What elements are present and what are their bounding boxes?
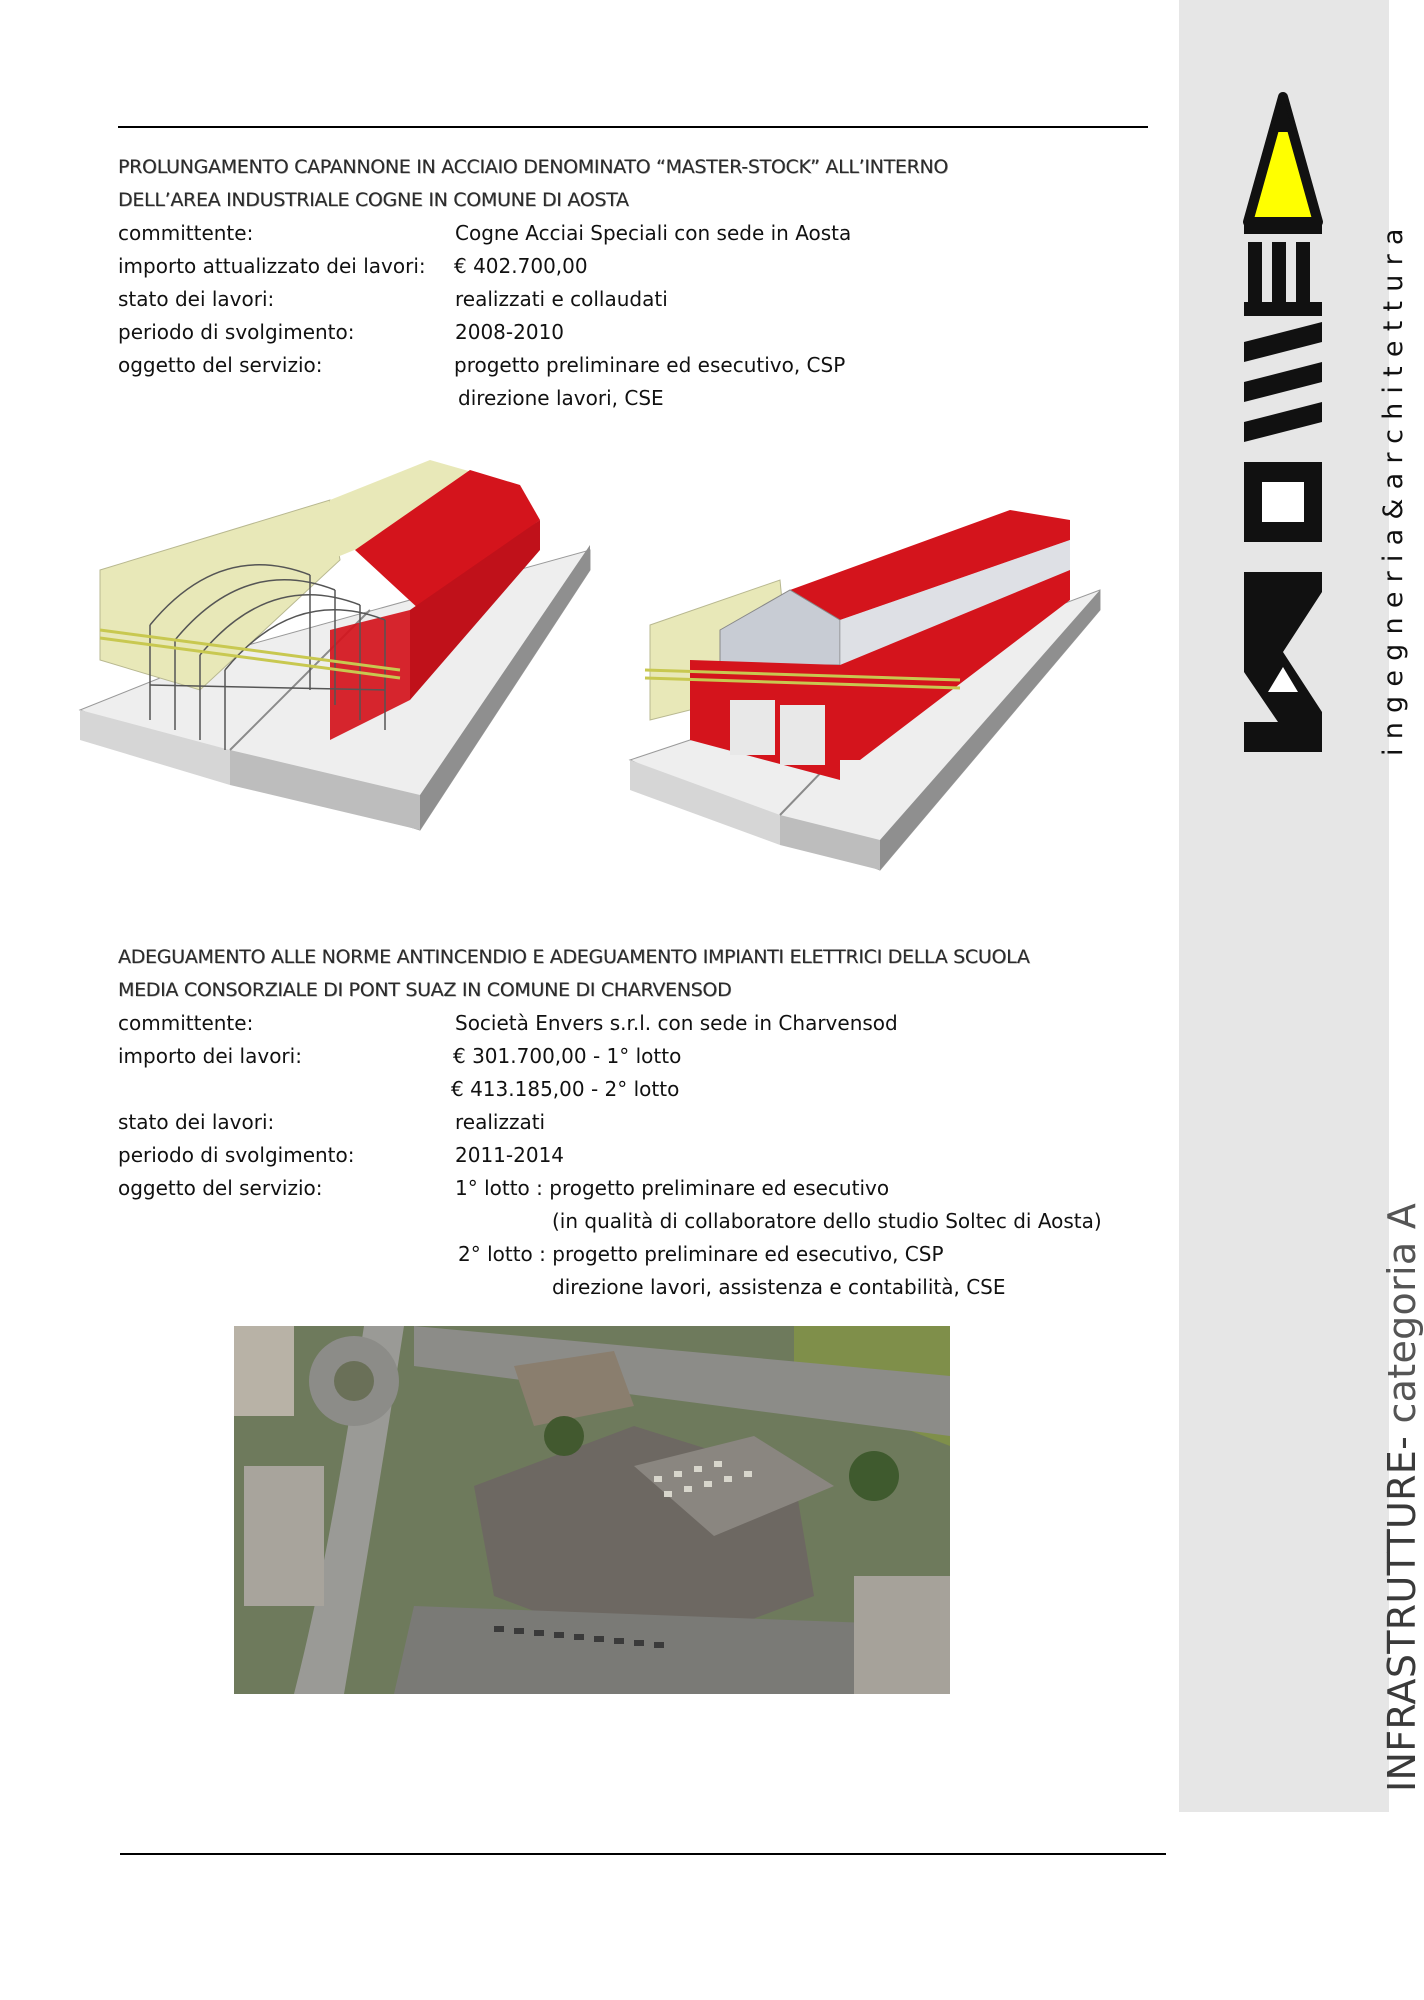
aerial-photo-school bbox=[234, 1326, 950, 1694]
row-value: 2° lotto : progetto preliminare ed esecutivo, CSP bbox=[458, 1242, 944, 1266]
row-value: 1° lotto : progetto preliminare ed esecutivo bbox=[455, 1176, 890, 1200]
row-value: 2011-2014 bbox=[455, 1143, 565, 1167]
project2-title bbox=[118, 941, 1158, 1007]
project1-title bbox=[118, 151, 1158, 217]
pencil-logo-icon bbox=[1228, 92, 1338, 762]
row-value: € 402.700,00 bbox=[454, 254, 588, 278]
logo-subtitle: ingegneria&architettura bbox=[1378, 219, 1409, 756]
row-value: realizzati bbox=[455, 1110, 546, 1134]
row-value: direzione lavori, assistenza e contabilità, CSE bbox=[552, 1275, 1006, 1299]
row-label: periodo di svolgimento: bbox=[118, 1143, 355, 1167]
row-label: periodo di svolgimento: bbox=[118, 320, 355, 344]
row-label: importo dei lavori: bbox=[118, 1044, 302, 1068]
row-value: Cogne Acciai Speciali con sede in Aosta bbox=[455, 221, 852, 245]
project1-title-line2: DELL’AREA INDUSTRIALE COGNE IN COMUNE DI AOSTA bbox=[118, 189, 629, 211]
sidebar-section: INFRASTRUTTURE- bbox=[1380, 1435, 1424, 1792]
row-value: (in qualità di collaboratore dello studio Soltec di Aosta) bbox=[552, 1209, 1102, 1233]
warehouse-frame-rendering bbox=[80, 440, 600, 830]
row-label: oggetto del servizio: bbox=[118, 353, 323, 377]
sidebar-category-label bbox=[1380, 1203, 1424, 1792]
project2-title-line1: ADEGUAMENTO ALLE NORME ANTINCENDIO E ADEGUAMENTO IMPIANTI ELETTRICI DELLA SCUOLA bbox=[118, 946, 1030, 968]
row-value: € 301.700,00 - 1° lotto bbox=[453, 1044, 682, 1068]
row-label: stato dei lavori: bbox=[118, 1110, 275, 1134]
row-value: direzione lavori, CSE bbox=[458, 386, 664, 410]
row-value: € 413.185,00 - 2° lotto bbox=[451, 1077, 680, 1101]
row-value: realizzati e collaudati bbox=[455, 287, 668, 311]
bottom-divider bbox=[120, 1853, 1166, 1855]
row-value: Società Envers s.r.l. con sede in Charvensod bbox=[455, 1011, 898, 1035]
project2-title-line2: MEDIA CONSORZIALE DI PONT SUAZ IN COMUNE DI CHARVENSOD bbox=[118, 979, 732, 1001]
warehouse-complete-rendering bbox=[630, 500, 1110, 870]
project1-title-line1: PROLUNGAMENTO CAPANNONE IN ACCIAIO DENOMINATO “MASTER-STOCK” ALL’INTERNO bbox=[118, 156, 949, 178]
row-value: progetto preliminare ed esecutivo, CSP bbox=[454, 353, 846, 377]
top-divider bbox=[118, 126, 1148, 128]
row-value: 2008-2010 bbox=[455, 320, 565, 344]
sidebar-category: categoria A bbox=[1380, 1202, 1424, 1424]
row-label: committente: bbox=[118, 1011, 254, 1035]
row-label: oggetto del servizio: bbox=[118, 1176, 323, 1200]
row-label: committente: bbox=[118, 221, 254, 245]
row-label: stato dei lavori: bbox=[118, 287, 275, 311]
row-label: importo attualizzato dei lavori: bbox=[118, 254, 426, 278]
